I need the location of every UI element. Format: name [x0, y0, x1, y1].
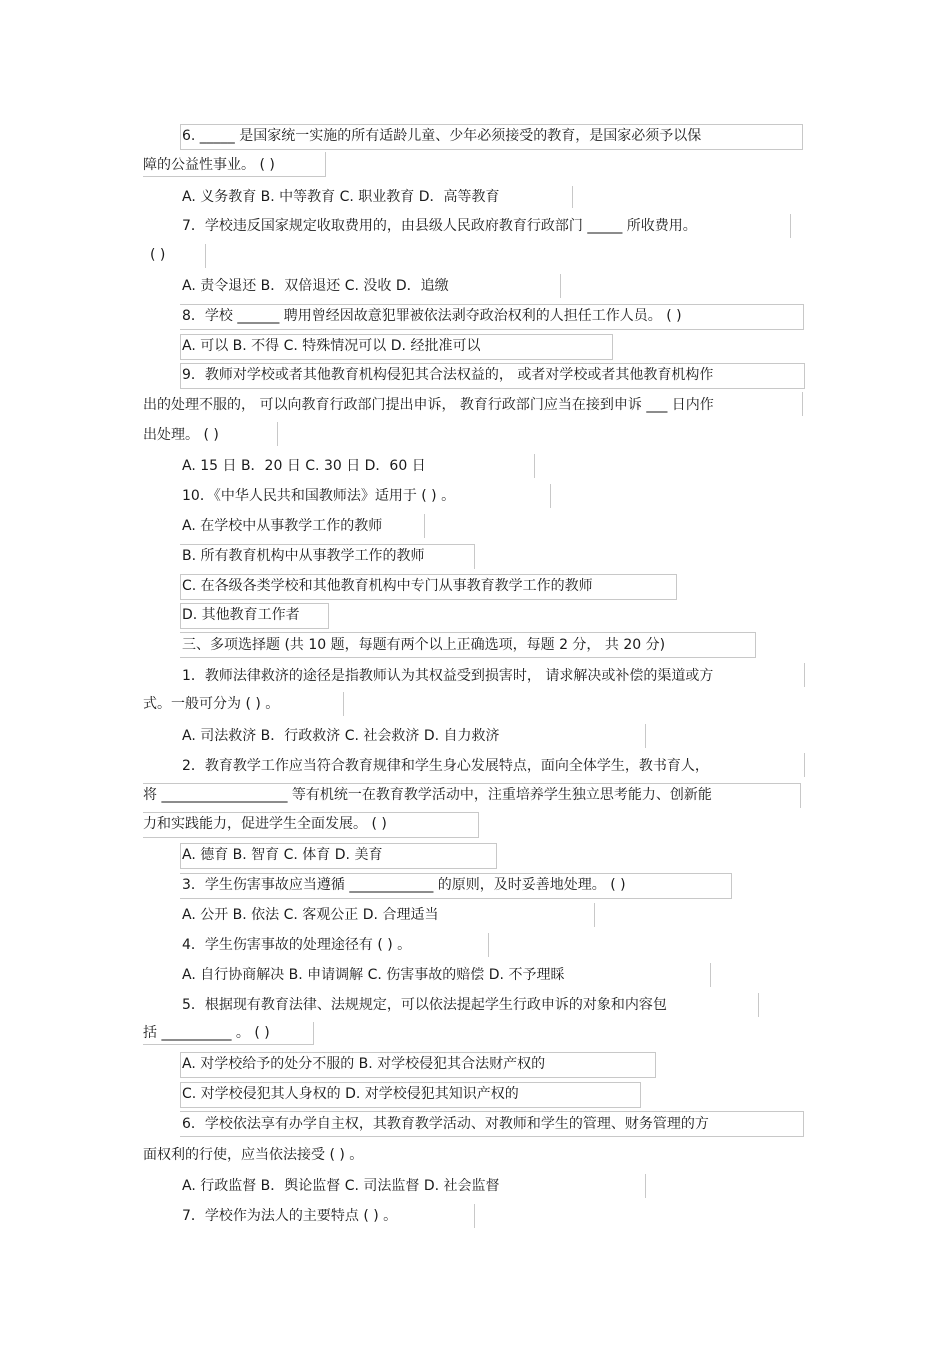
- m4-stem: 4．学生伤害事故的处理途径有 ( ) 。: [182, 937, 412, 953]
- sep-m3-options: [594, 903, 595, 927]
- sep-q6-options: [572, 186, 573, 208]
- m5-options-ab: A. 对学校给予的处分不服的 B. 对学校侵犯其合法财产权的: [182, 1056, 546, 1072]
- q8-options: A. 可以 B. 不得 C. 特殊情况可以 D. 经批准可以: [182, 338, 481, 354]
- section-heading: 三、多项选择题 (共 10 题，每题有两个以上正确选项，每题 2 分， 共 20 分): [182, 637, 666, 653]
- sep-m1-line1: [804, 663, 805, 687]
- q10-option-a: A. 在学校中从事教学工作的教师: [182, 518, 383, 534]
- sep-m2-line1: [804, 753, 805, 777]
- q9-stem-line3: 出处理。 ( ): [143, 427, 219, 443]
- sep-q10-line1: [550, 484, 551, 508]
- m1-stem-line2: 式。一般可分为 ( ) 。: [143, 696, 280, 712]
- m4-options: A. 自行协商解决 B. 申请调解 C. 伤害事故的赔偿 D. 不予理睬: [182, 967, 565, 983]
- q9-stem-line1: 9．教师对学校或者其他教育机构侵犯其合法权益的， 或者对学校或者其他教育机构作: [182, 367, 714, 383]
- sep-m7-line1: [474, 1204, 475, 1228]
- m5-options-cd: C. 对学校侵犯其人身权的 D. 对学校侵犯其知识产权的: [182, 1086, 519, 1102]
- m2-stem-line2: 将 __________________ 等有机统一在教育教学活动中，注重培养学生独立思考能力、创新能: [143, 787, 712, 803]
- m5-stem-line2: 括 __________ 。 ( ): [143, 1025, 270, 1041]
- q10-option-d: D. 其他教育工作者: [182, 607, 300, 623]
- q8-stem-line1: 8．学校 ______ 聘用曾经因故意犯罪被依法剥夺政治权利的人担任工作人员。 ( ): [182, 308, 682, 324]
- q7-stem-line1: 7．学校违反国家规定收取费用的，由县级人民政府教育行政部门 _____ 所收费用。: [182, 218, 697, 234]
- q6-options: A. 义务教育 B. 中等教育 C. 职业教育 D．高等教育: [182, 189, 500, 205]
- m3-options: A. 公开 B. 依法 C. 客观公正 D. 合理适当: [182, 907, 439, 923]
- m3-stem: 3．学生伤害事故应当遵循 ____________ 的原则，及时妥善地处理。 ( ): [182, 877, 626, 893]
- q9-options: A. 15 日 B．20 日 C. 30 日 D．60 日: [182, 458, 426, 474]
- m2-options: A. 德育 B. 智育 C. 体育 D. 美育: [182, 847, 383, 863]
- sep-q7-line1: [790, 214, 791, 238]
- sep-m5-line1: [758, 993, 759, 1017]
- q7-stem-line2: ( ): [150, 247, 166, 263]
- sep-m4-line1: [488, 933, 489, 957]
- q10-option-b: B. 所有教育机构中从事教学工作的教师: [182, 548, 425, 564]
- q7-options: A. 责令退还 B．双倍退还 C. 没收 D．追缴: [182, 278, 449, 294]
- q6-stem-line1: 6. _____ 是国家统一实施的所有适龄儿童、少年必须接受的教育，是国家必须予以保: [182, 128, 702, 144]
- sep-m1-options: [645, 724, 646, 748]
- sep-m6-options: [645, 1174, 646, 1198]
- sep-m1-line2: [343, 692, 344, 716]
- sep-q10-a: [424, 514, 425, 538]
- m2-stem-line3: 力和实践能力，促进学生全面发展。 ( ): [143, 816, 387, 832]
- q9-stem-line2: 出的处理不服的， 可以向教育行政部门提出申诉， 教育行政部门应当在接到申诉 ___ 日内作: [143, 397, 714, 413]
- m5-stem-line1: 5．根据现有教育法律、法规规定，可以依法提起学生行政申诉的对象和内容包: [182, 997, 667, 1013]
- m6-stem-line1: 6．学校依法享有办学自主权，其教育教学活动、对教师和学生的管理、财务管理的方: [182, 1116, 709, 1132]
- q10-option-c: C. 在各级各类学校和其他教育机构中专门从事教育教学工作的教师: [182, 578, 593, 594]
- q10-stem: 10．《中华人民共和国教师法》适用于 ( ) 。: [182, 488, 456, 504]
- sep-m4-options: [710, 963, 711, 987]
- m6-options: A. 行政监督 B．舆论监督 C. 司法监督 D. 社会监督: [182, 1178, 500, 1194]
- sep-q9-options: [534, 454, 535, 478]
- q6-stem-line2: 障的公益性事业。 ( ): [143, 157, 275, 173]
- m7-stem: 7．学校作为法人的主要特点 ( ) 。: [182, 1208, 398, 1224]
- m1-stem-line1: 1．教师法律救济的途径是指教师认为其权益受到损害时， 请求解决或补偿的渠道或方: [182, 668, 714, 684]
- m1-options: A. 司法救济 B．行政救济 C. 社会救济 D. 自力救济: [182, 728, 500, 744]
- sep-q9-line3: [277, 422, 278, 446]
- sep-q7-line2: [205, 244, 206, 268]
- m6-stem-line2: 面权利的行使，应当依法接受 ( ) 。: [143, 1147, 364, 1163]
- sep-q7-options: [560, 274, 561, 298]
- sep-q9-line2: [802, 392, 803, 416]
- m2-stem-line1: 2．教育教学工作应当符合教育规律和学生身心发展特点，面向全体学生，教书育人，: [182, 758, 709, 774]
